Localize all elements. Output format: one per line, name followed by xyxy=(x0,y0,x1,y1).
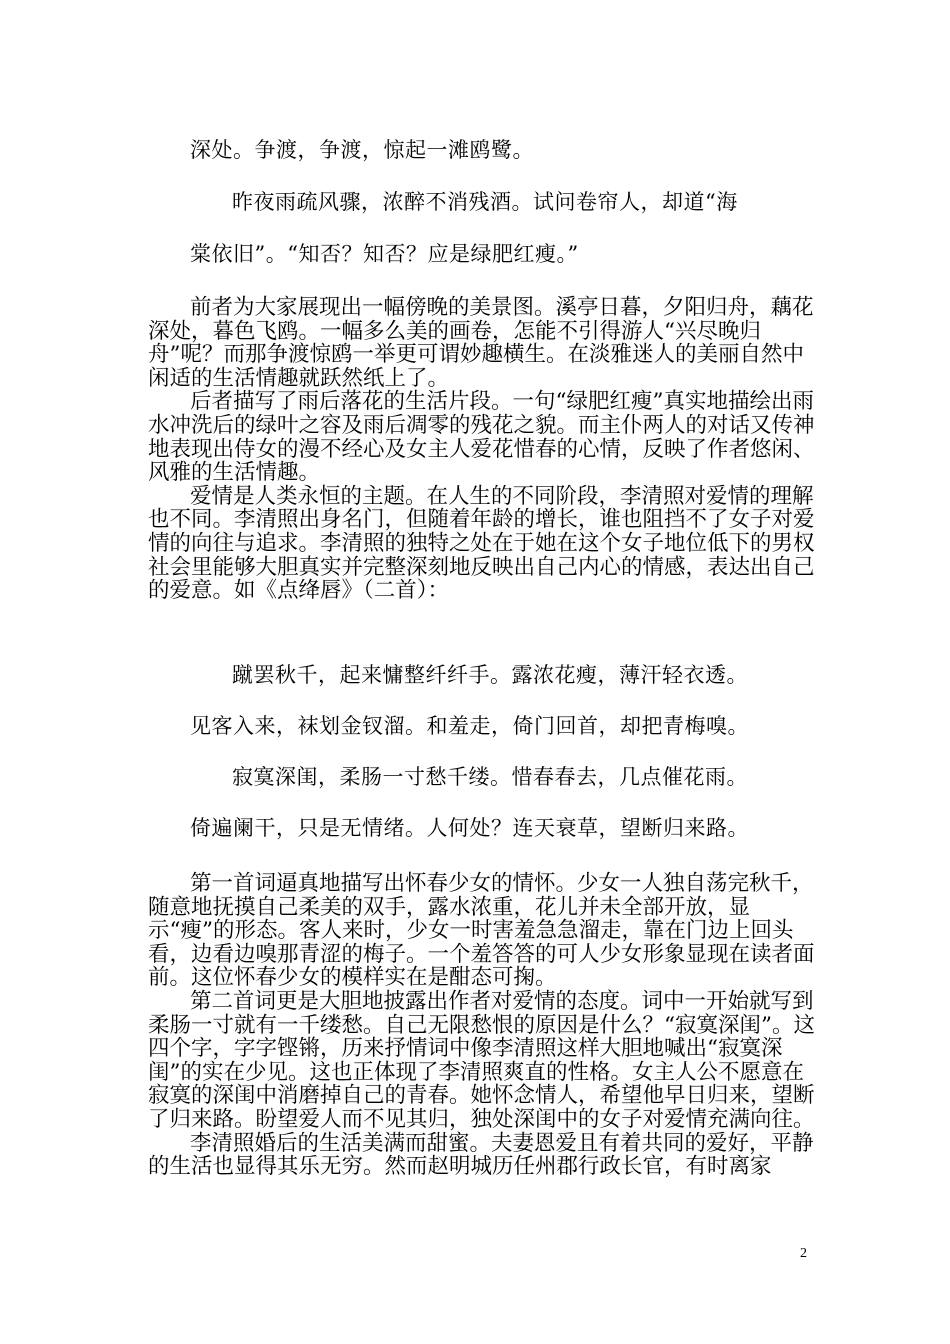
paragraph: 后者描写了雨后落花的生活片段。一句“绿肥红瘦”真实地描绘出雨水冲洗后的绿叶之容及雨后凋零的残花之貌。而主仆两人的对话又传神地表现出侍女的漫不经心及女主人爱花惜春的心情，反映了作者悠闲、风雅的生活情趣。 xyxy=(148,389,815,486)
prose-section-1 xyxy=(148,296,822,603)
paragraph: 第一首词逼真地描写出怀春少女的情怀。少女一人独自荡完秋千，随意地抚摸自己柔美的双手，露水浓重，花儿并未全部开放，显示“瘦”的形态。客人来时，少女一时害羞急急溜走，靠在门边上回头看，边看边嗅那青涩的梅子。一个羞答答的可人少女形象显现在读者面前。这位怀春少女的模样实在是酣态可掬。 xyxy=(148,871,815,991)
page-number: 2 xyxy=(800,1246,807,1261)
prose-section-2 xyxy=(148,872,822,1179)
paragraph: 爱情是人类永恒的主题。在人生的不同阶段，李清照对爱情的理解也不同。李清照出身名门，但随着年龄的增长，谁也阻挡不了女子对爱情的向往与追求。李清照的独特之处在于她在这个女子地位低下的男权社会里能够大胆真实并完整深刻地反映出自己内心的情感，表达出自己的爱意。如《点绛唇》（二首）： xyxy=(148,483,815,604)
poem-line: 寂寞深闺，柔肠一寸愁千缕。惜春春去，几点催花雨。 xyxy=(232,765,748,789)
poem-line: 深处。争渡，争渡，惊起一滩鸥鹭。 xyxy=(190,138,534,162)
poem-line: 见客入来，袜划金钗溜。和羞走，倚门回首，却把青梅嗅。 xyxy=(190,714,749,738)
poem-line: 倚遍阑干，只是无情绪。人何处？连天衰草，望断归来路。 xyxy=(190,816,749,840)
poem-line: 蹴罢秋千，起来慵整纤纤手。露浓花瘦，薄汗轻衣透。 xyxy=(232,663,748,687)
poem-line: 棠依旧”。“知否？知否？应是绿肥红瘦。” xyxy=(190,242,579,266)
paragraph: 第二首词更是大胆地披露出作者对爱情的态度。词中一开始就写到柔肠一寸就有一千缕愁。自己无限愁恨的原因是什么？“寂寞深闺”。这四个字，字字铿锵，历来抒情词中像李清照这样大胆地喊出“寂寞深闺”的实在少见。这也正体现了李清照爽直的性格。女主人公不愿意在寂寞的深闺中消磨掉自己的青春。她怀念情人，希望他早日归来，望断了归来路。盼望爱人而不见其归，独处深闺中的女子对爱情充满向往。 xyxy=(148,988,815,1132)
paragraph: 前者为大家展现出一幅傍晚的美景图。溪亭日暮，夕阳归舟，藕花深处，暮色飞鸥。一幅多么美的画卷，怎能不引得游人“兴尽晚归舟”呢？而那争渡惊鸥一举更可谓妙趣横生。在淡雅迷人的美丽自然中闲适的生活情趣就跃然纸上了。 xyxy=(148,295,814,391)
paragraph: 李清照婚后的生活美满而甜蜜。夫妻恩爱且有着共同的爱好，平静的生活也显得其乐无穷。然而赵明城历任州郡行政长官，有时离家 xyxy=(148,1130,814,1180)
poem-line: 昨夜雨疏风骤，浓醉不消残酒。试问卷帘人，却道“海 xyxy=(232,190,738,214)
